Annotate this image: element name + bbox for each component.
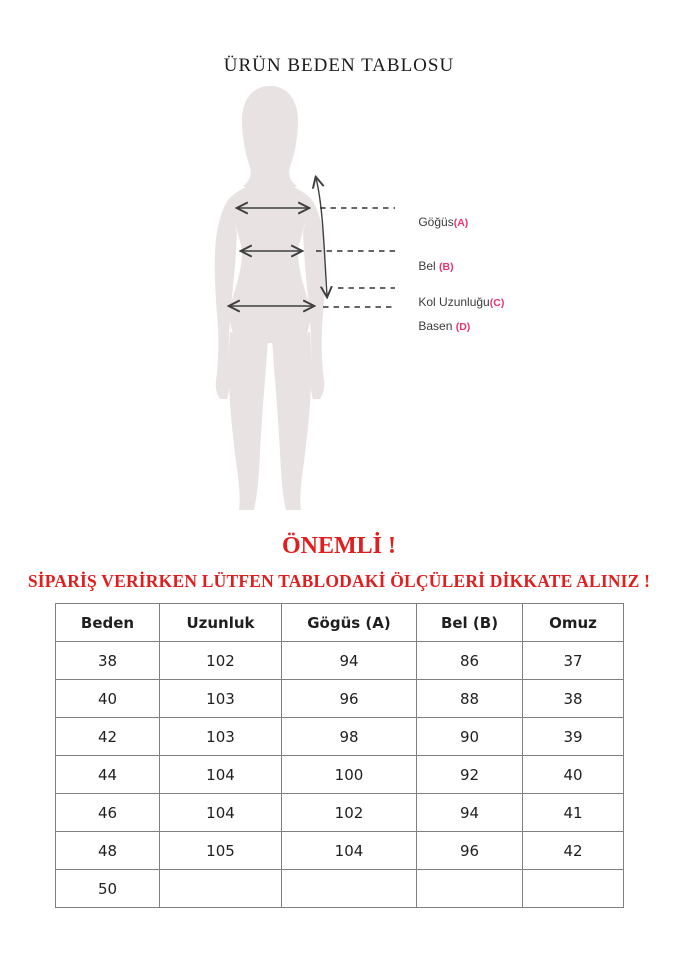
- table-cell: 50: [56, 870, 160, 908]
- table-cell: 104: [160, 794, 282, 832]
- table-cell: 100: [282, 756, 417, 794]
- label-hip: [405, 305, 470, 347]
- label-arm-length-marker: (C): [489, 297, 505, 309]
- column-header: Beden: [56, 604, 160, 642]
- important-heading: ÖNEMLİ !: [282, 533, 396, 559]
- important-subheading: SİPARİŞ VERİRKEN LÜTFEN TABLODAKİ ÖLÇÜLERİ DİKKATE ALINIZ !: [27, 571, 651, 591]
- size-table: [55, 603, 624, 908]
- column-header: Uzunluk: [160, 604, 282, 642]
- table-cell: 39: [523, 718, 624, 756]
- table-cell: 105: [160, 832, 282, 870]
- column-header: Gögüs (A): [282, 604, 417, 642]
- table-cell: 90: [417, 718, 523, 756]
- label-chest-text: Göğüs: [418, 215, 454, 229]
- table-cell: 102: [160, 642, 282, 680]
- table-cell: 104: [282, 832, 417, 870]
- header-row: [56, 604, 624, 642]
- table-row: [56, 832, 624, 870]
- table-cell: 103: [160, 680, 282, 718]
- table-cell: 41: [523, 794, 624, 832]
- label-hip-text: Basen: [418, 319, 456, 333]
- label-connectors: [316, 208, 395, 307]
- table-cell: 92: [417, 756, 523, 794]
- table-cell: 96: [282, 680, 417, 718]
- column-header: Bel (B): [417, 604, 523, 642]
- table-cell: 42: [523, 832, 624, 870]
- table-cell: 102: [282, 794, 417, 832]
- silhouette-right-leg: [272, 332, 311, 510]
- table-cell: 42: [56, 718, 160, 756]
- table-row: [56, 718, 624, 756]
- table-cell: 37: [523, 642, 624, 680]
- table-cell: 38: [523, 680, 624, 718]
- table-cell: 46: [56, 794, 160, 832]
- table-cell: 48: [56, 832, 160, 870]
- table-row: [56, 642, 624, 680]
- table-cell: [282, 870, 417, 908]
- female-silhouette: [215, 86, 326, 510]
- table-cell: 38: [56, 642, 160, 680]
- size-table-head: [56, 604, 624, 642]
- label-waist-text: Bel: [418, 259, 440, 273]
- table-cell: 96: [417, 832, 523, 870]
- label-waist-marker: (B): [439, 261, 454, 273]
- table-cell: 44: [56, 756, 160, 794]
- table-cell: [417, 870, 523, 908]
- label-arm-length-text: Kol Uzunluğu: [418, 295, 490, 309]
- table-row: [56, 870, 624, 908]
- table-cell: 103: [160, 718, 282, 756]
- size-table-container: [55, 603, 624, 908]
- table-cell: [523, 870, 624, 908]
- label-chest: [405, 201, 468, 243]
- table-cell: 98: [282, 718, 417, 756]
- label-chest-marker: (A): [453, 217, 469, 229]
- label-hip-marker: (D): [455, 321, 471, 333]
- table-row: [56, 756, 624, 794]
- table-cell: 88: [417, 680, 523, 718]
- table-cell: 40: [56, 680, 160, 718]
- table-cell: 94: [417, 794, 523, 832]
- table-cell: [160, 870, 282, 908]
- table-cell: 40: [523, 756, 624, 794]
- table-cell: 86: [417, 642, 523, 680]
- size-table-body: [56, 642, 624, 908]
- table-row: [56, 794, 624, 832]
- table-row: [56, 680, 624, 718]
- table-cell: 104: [160, 756, 282, 794]
- column-header: Omuz: [523, 604, 624, 642]
- silhouette-left-leg: [229, 332, 268, 510]
- page-title: ÜRÜN BEDEN TABLOSU: [223, 55, 455, 76]
- body-silhouette-diagram: [190, 82, 400, 515]
- table-cell: 94: [282, 642, 417, 680]
